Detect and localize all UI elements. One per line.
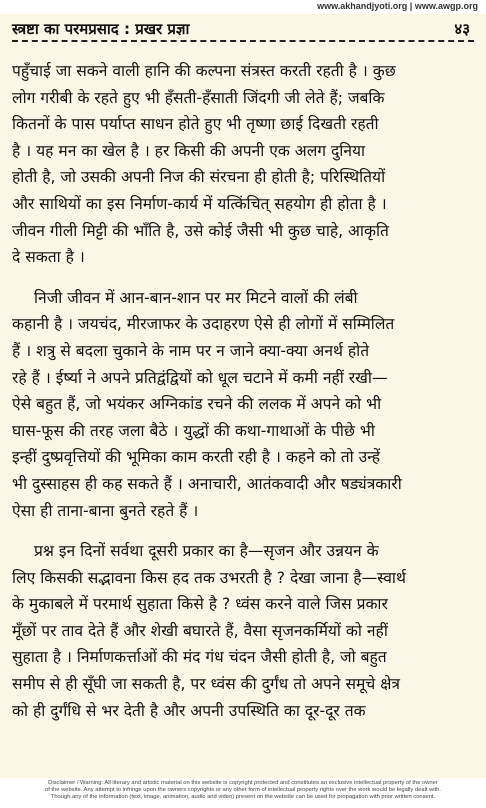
- text-line: ऐसे बहुत हैं, जो भयंकर अग्निकांड रचने की ललक में अपने को भी: [12, 395, 382, 414]
- header-divider: [12, 40, 474, 42]
- text-line: जीवन गीली मिट्टी की भाँति है, उसे कोई जैसी भी कुछ चाहे, आकृति: [12, 221, 389, 240]
- disclaimer-line: Though any of the information (text, image, animation, audio and video) present on the website can be used for propagation with prior written consent.: [50, 794, 436, 801]
- text-line: है । यह मन का खेल है । हर किसी की अपनी एक अलग दुनिया: [12, 141, 366, 160]
- text-line: होती है, जो उसकी अपनी निज की संरचना ही होती है; परिस्थितियों: [12, 168, 386, 187]
- text-line: कहानी है । जयचंद, मीरजाफर के उदाहरण ऐसे ही लोगों में सम्मिलित: [12, 315, 395, 334]
- disclaimer-line: of the website. Any attempt to infringe upon the owners copyrights or any other form of intellectual property rights over the work would be legally dealt with.: [44, 787, 441, 794]
- text-line: लिए किसकी सद्भावना किस हद तक उभरती है ? देखा जाना है—स्वार्थ: [12, 568, 406, 587]
- text-line: प्रश्न इन दिनों सर्वथा दूसरी प्रकार का है—सृजन और उन्नयन के: [34, 542, 379, 561]
- site-url-link[interactable]: www.akhandjyoti.org | www.awgp.org: [317, 1, 478, 11]
- text-line: मूँछों पर ताव देते हैं और शेखी बघारते हैं, वैसा सृजनकर्मियों को नहीं: [12, 621, 388, 640]
- text-line: लोग गरीबी के रहते हुए भी हँसती-हँसाती जिंदगी जी लेते हैं; जबकि: [12, 88, 385, 107]
- text-line: रहे हैं । ईर्ष्या ने अपने प्रतिद्वंद्वियों को धूल चटाने में कमी नहीं रखी—: [12, 368, 388, 387]
- text-line: को ही दुर्गंधि से भर देती है और अपनी उपस्थिति का दूर-दूर तक: [12, 701, 366, 720]
- text-line: हैं । शत्रु से बदला चुकाने के नाम पर न जाने क्या-क्या अनर्थ होते: [12, 341, 370, 360]
- text-line: निजी जीवन में आन-बान-शान पर मर मिटने वालों की लंबी: [34, 288, 358, 307]
- text-line: सुहाता है । निर्माणकर्त्ताओं की मंद गंध चंदन जैसी होती है, जो बहुत: [12, 648, 387, 667]
- text-line: और साथियों का इस निर्माण-कार्य में यत्किंचित् सहयोग ही होता है ।: [12, 194, 387, 213]
- disclaimer-footer: [0, 778, 486, 808]
- paragraph-2: [12, 285, 474, 524]
- text-line: पहुँचाई जा सकने वाली हानि की कल्पना संत्रस्त करती रहती है । कुछ: [12, 62, 396, 80]
- text-line: इन्हीं दुष्प्रवृत्तियों की भूमिका काम करती रही है । कहने को तो उन्हें: [12, 448, 381, 467]
- text-line: भी दुस्साहस ही कह सकते हैं । अनाचारी, आतंकवादी और षड्यंत्रकारी: [12, 474, 402, 493]
- paragraph-3: [12, 538, 474, 724]
- book-title: स्त्रष्टा का परमप्रसाद : प्रखर प्रज्ञा: [12, 20, 190, 38]
- book-page-header: [12, 15, 476, 41]
- text-line: कितनों के पास पर्याप्त साधन होते हुए भी तृष्णा छाई दिखती रहती: [12, 115, 379, 134]
- text-line: समीप से ही सूँघी जा सकती है, पर ध्वंस की दुर्गंध तो अपने समूचे क्षेत्र: [12, 675, 400, 694]
- paragraph-1: [12, 58, 474, 271]
- disclaimer-line: Disclaimer / Warning: All literary and artistic material on this website is copyright protected and constitutes an exclusive intellectual property of the owner: [48, 780, 438, 786]
- body-text: [12, 58, 474, 776]
- page-number: ४३: [454, 20, 470, 38]
- text-line: घास-फूस की तरह जला बैठे । युद्धों की कथा-गाथाओं के पीछे भी: [12, 421, 375, 440]
- text-line: दे सकता है ।: [12, 248, 85, 267]
- text-line: के मुकाबले में परमार्थ सुहाता किसे है ? ध्वंस करने वाले जिस प्रकार: [12, 595, 388, 614]
- text-line: ऐसा ही ताना-बाना बुनते रहते हैं ।: [12, 501, 199, 520]
- site-header: [0, 0, 486, 14]
